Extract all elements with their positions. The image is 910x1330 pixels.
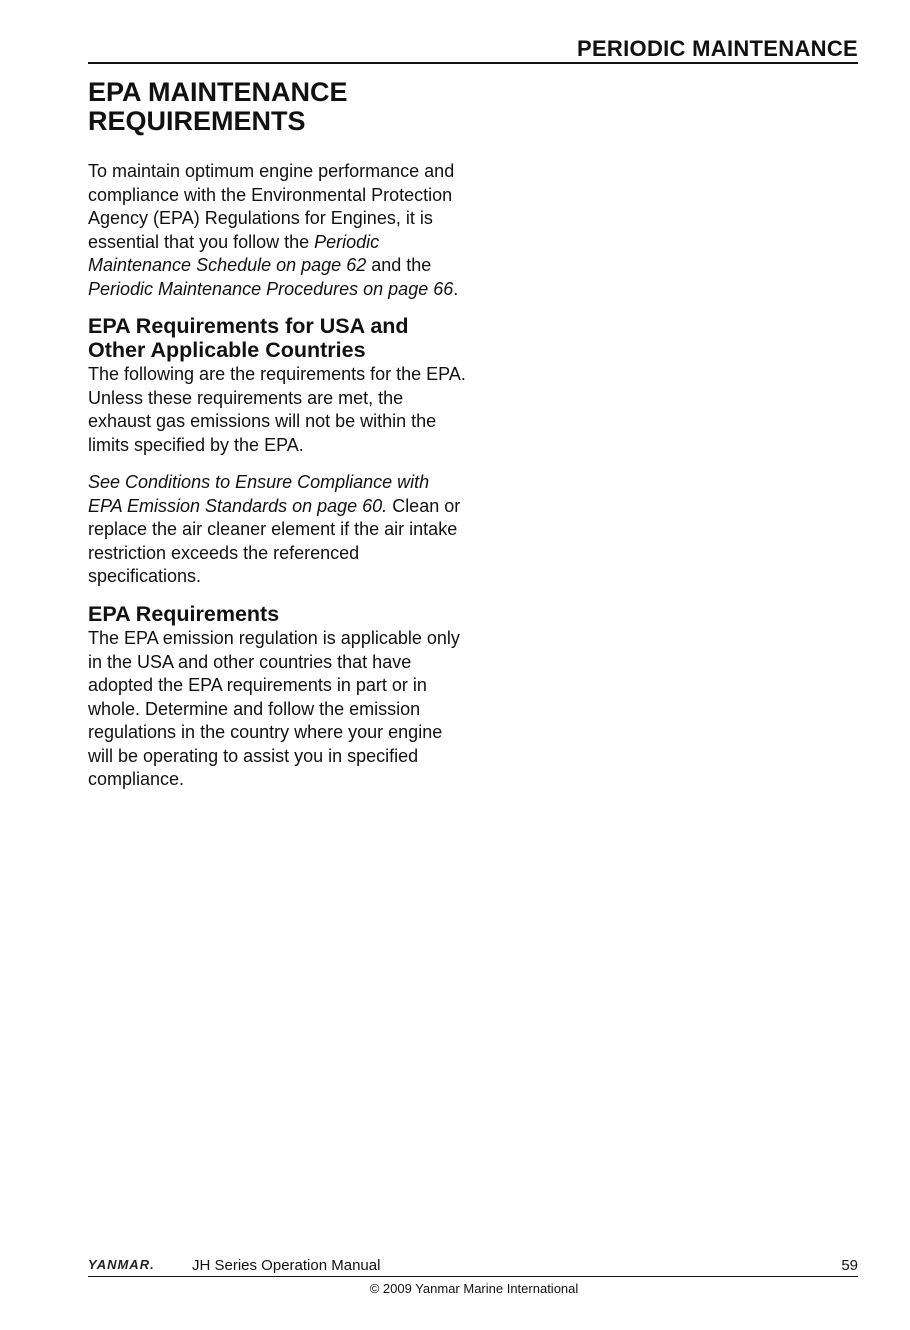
page-title — [88, 78, 418, 136]
main-content — [88, 78, 468, 806]
procedures-reference-link[interactable]: Periodic Maintenance Procedures on page 66 — [88, 278, 454, 299]
intro-text-2: and the — [366, 255, 432, 275]
page-number: 59 — [841, 1257, 858, 1274]
section2-body: The EPA emission regulation is applicable only in the USA and other countries that have adopted the EPA requirements in part or in whole. Determine and follow the emission regulations in the country where your engine will be operating to assist you in specified compliance. — [88, 628, 460, 789]
header-divider — [88, 62, 858, 64]
manual-title: JH Series Operation Manual — [192, 1257, 381, 1274]
intro-text-1: To maintain optimum engine performance and compliance with the Environmental Protection Agency (EPA) Regulations for Engines, it is essential that you follow the — [88, 161, 455, 252]
yanmar-logo: YANMAR. — [88, 1257, 155, 1272]
section2-heading: EPA Requirements — [88, 601, 280, 626]
intro-paragraph — [88, 160, 468, 301]
page-title-line1: EPA MAINTENANCE — [88, 77, 348, 107]
page-title-line2: REQUIREMENTS — [88, 106, 306, 136]
section1-heading: EPA Requirements for USA and Other Applicable Countries — [88, 314, 409, 362]
section1-body2-paragraph — [88, 471, 468, 589]
section-header: PERIODIC MAINTENANCE — [576, 36, 858, 61]
footer-divider — [88, 1276, 858, 1277]
section1-body: The following are the requirements for the EPA. Unless these requirements are met, the exhaust gas emissions will not be within the limits specified by the EPA. — [88, 364, 466, 455]
section1-body2: Clean or replace the air cleaner element if the air intake restriction exceeds the referenced specifications. — [88, 495, 461, 586]
copyright: © 2009 Yanmar Marine International — [369, 1281, 579, 1296]
compliance-reference-link[interactable]: See Conditions to Ensure Compliance with EPA Emission Standards on page 60. — [88, 472, 430, 516]
schedule-reference-link[interactable]: Periodic Maintenance Schedule on page 62 — [88, 231, 380, 275]
intro-text-3: . — [453, 278, 459, 299]
